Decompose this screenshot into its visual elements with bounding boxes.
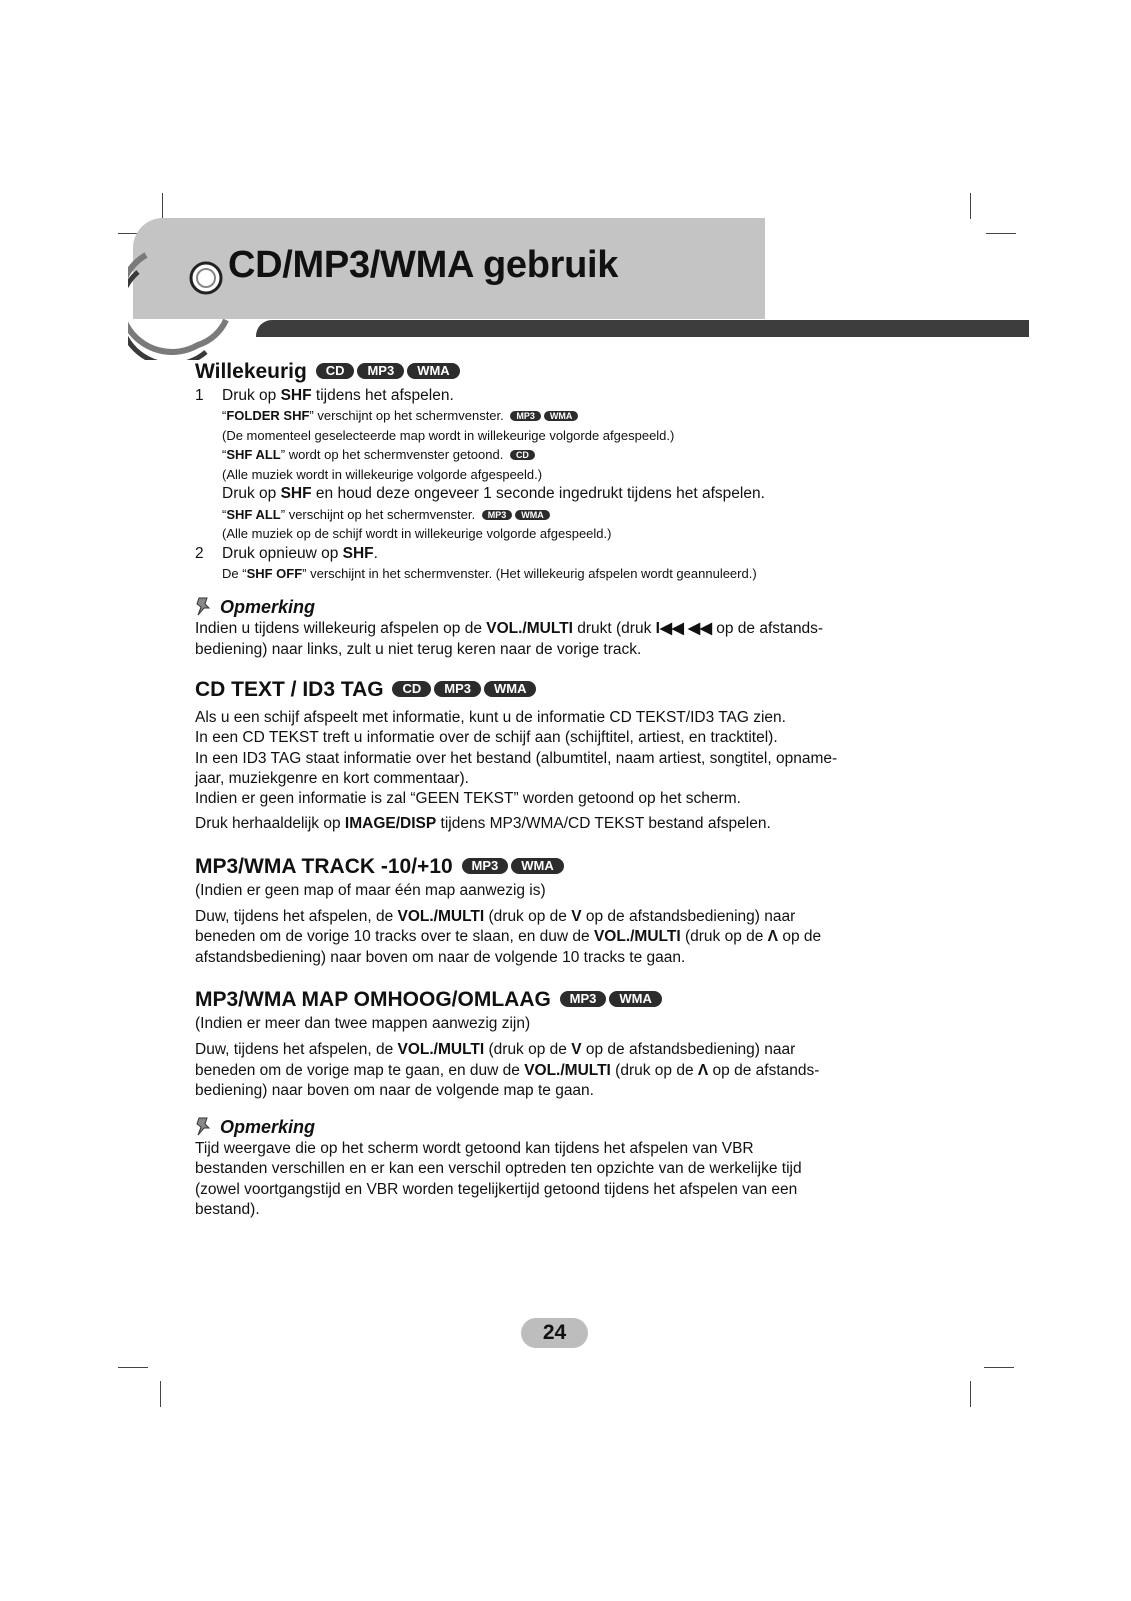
page-title: CD/MP3/WMA gebruik: [228, 244, 619, 286]
paragraph: jaar, muziekgenre en kort commentaar).: [195, 769, 469, 787]
badge-wma: WMA: [544, 411, 579, 421]
badge-mp3: MP3: [560, 991, 607, 1007]
subtitle: (Indien er meer dan twee mappen aanwezig zijn): [195, 1014, 531, 1032]
crop-mark: [162, 193, 163, 219]
badge-cd: CD: [392, 681, 431, 697]
folder-shf-line: “FOLDER SHF” verschijnt op het schermvenster. MP3 WMA: [195, 406, 940, 426]
badge-wma: WMA: [407, 363, 460, 379]
paragraph: Druk herhaaldelijk op IMAGE/DISP tijdens MP3/WMA/CD TEKST bestand afspelen.: [195, 815, 771, 833]
badge-wma: WMA: [511, 858, 564, 874]
section-heading-cd-text: CD TEXT / ID3 TAG CD MP3 WMA: [195, 676, 940, 704]
paragraph: beneden om de vorige 10 tracks over te slaan, en duw de VOL./MULTI (druk op de Λ op de: [195, 928, 822, 946]
badge-mp3: MP3: [482, 510, 513, 520]
crop-mark: [970, 193, 971, 219]
paragraph: In een ID3 TAG staat informatie over het bestand (albumtitel, naam artiest, songtitel, opname-: [195, 749, 838, 767]
paragraph: Duw, tijdens het afspelen, de VOL./MULTI (druk op de V op de afstandsbediening) naar: [195, 1041, 796, 1059]
crop-mark: [986, 233, 1016, 234]
section-heading-map-up-down: MP3/WMA MAP OMHOOG/OMLAAG MP3 WMA: [195, 986, 940, 1014]
header-rule: [256, 320, 1029, 337]
page-number: 24: [521, 1318, 588, 1348]
crop-mark: [970, 1381, 971, 1407]
crop-mark: [118, 1367, 148, 1368]
paragraph: Als u een schijf afspeelt met informatie, kunt u de informatie CD TEKST/ID3 TAG zien.: [195, 708, 786, 726]
paragraph: bediening) naar boven om naar de volgende map te gaan.: [195, 1081, 594, 1099]
hold-instruction: Druk op SHF en houd deze ongeveer 1 seconde ingedrukt tijdens het afspelen.: [222, 485, 765, 503]
crop-mark: [984, 1367, 1014, 1368]
folder-shf-desc: (De momenteel geselecteerde map wordt in willekeurige volgorde afgespeeld.): [222, 427, 675, 443]
shf-all-desc: (Alle muziek wordt in willekeurige volgorde afgespeeld.): [222, 466, 543, 482]
note-text-2: Tijd weergave die op het scherm wordt getoond kan tijdens het afspelen van VBR: [195, 1140, 754, 1158]
main-content: [195, 358, 940, 1220]
note-text-2: (zowel voortgangstijd en VBR worden tegelijkertijd getoond tijdens het afspelen van een: [195, 1180, 798, 1198]
shf-all-line-2: “SHF ALL” verschijnt op het schermvenster. MP3 WMA: [195, 505, 940, 525]
paragraph: Duw, tijdens het afspelen, de VOL./MULTI (druk op de V op de afstandsbediening) naar: [195, 908, 796, 926]
section-heading-random: Willekeurig CD MP3 WMA: [195, 358, 940, 386]
crop-mark: [160, 1381, 161, 1407]
note-text-1: Indien u tijdens willekeurig afspelen op de VOL./MULTI drukt (druk I◀◀ ◀◀ op de afstands-: [195, 620, 824, 638]
pushpin-icon: [195, 596, 215, 616]
disc-icon: [128, 250, 230, 360]
pushpin-icon: [195, 1116, 215, 1136]
badge-wma: WMA: [609, 991, 662, 1007]
badge-mp3: MP3: [462, 858, 509, 874]
step-1: 1 Druk op SHF tijdens het afspelen.: [195, 387, 454, 404]
badge-wma: WMA: [484, 681, 537, 697]
badge-wma: WMA: [515, 510, 550, 520]
badge-mp3: MP3: [434, 681, 481, 697]
badge-mp3: MP3: [510, 411, 541, 421]
paragraph: beneden om de vorige map te gaan, en duw de VOL./MULTI (druk op de Λ op de afstands-: [195, 1061, 820, 1079]
badge-mp3: MP3: [357, 363, 404, 379]
shf-off-line: De “SHF OFF” verschijnt in het schermvenster. (Het willekeurig afspelen wordt geannuleerd.): [222, 565, 757, 581]
paragraph: In een CD TEKST treft u informatie over de schijf aan (schijftitel, artiest, en tracktitel).: [195, 729, 778, 747]
note-text-1b: bediening) naar links, zult u niet terug keren naar de vorige track.: [195, 640, 642, 658]
shf-all-desc-2: (Alle muziek op de schijf wordt in willekeurige volgorde afgespeeld.): [222, 526, 612, 542]
badge-cd: CD: [510, 450, 535, 460]
subtitle: (Indien er geen map of maar één map aanwezig is): [195, 881, 546, 899]
step-2: 2 Druk opnieuw op SHF.: [195, 544, 378, 562]
paragraph: afstandsbediening) naar boven om naar de volgende 10 tracks te gaan.: [195, 948, 686, 966]
section-heading-track-10: MP3/WMA TRACK -10/+10 MP3 WMA: [195, 853, 940, 881]
paragraph: Indien er geen informatie is zal “GEEN TEKST” worden getoond op het scherm.: [195, 790, 741, 808]
note-title-1: Opmerking: [195, 595, 940, 619]
shf-all-line: “SHF ALL” wordt op het schermvenster getoond. CD: [195, 445, 940, 465]
badge-cd: CD: [316, 363, 355, 379]
note-text-2: bestanden verschillen en er kan een verschil optreden ten opzichte van de werkelijke tijd: [195, 1160, 802, 1178]
note-text-2: bestand).: [195, 1201, 260, 1219]
note-title-2: Opmerking: [195, 1115, 940, 1139]
